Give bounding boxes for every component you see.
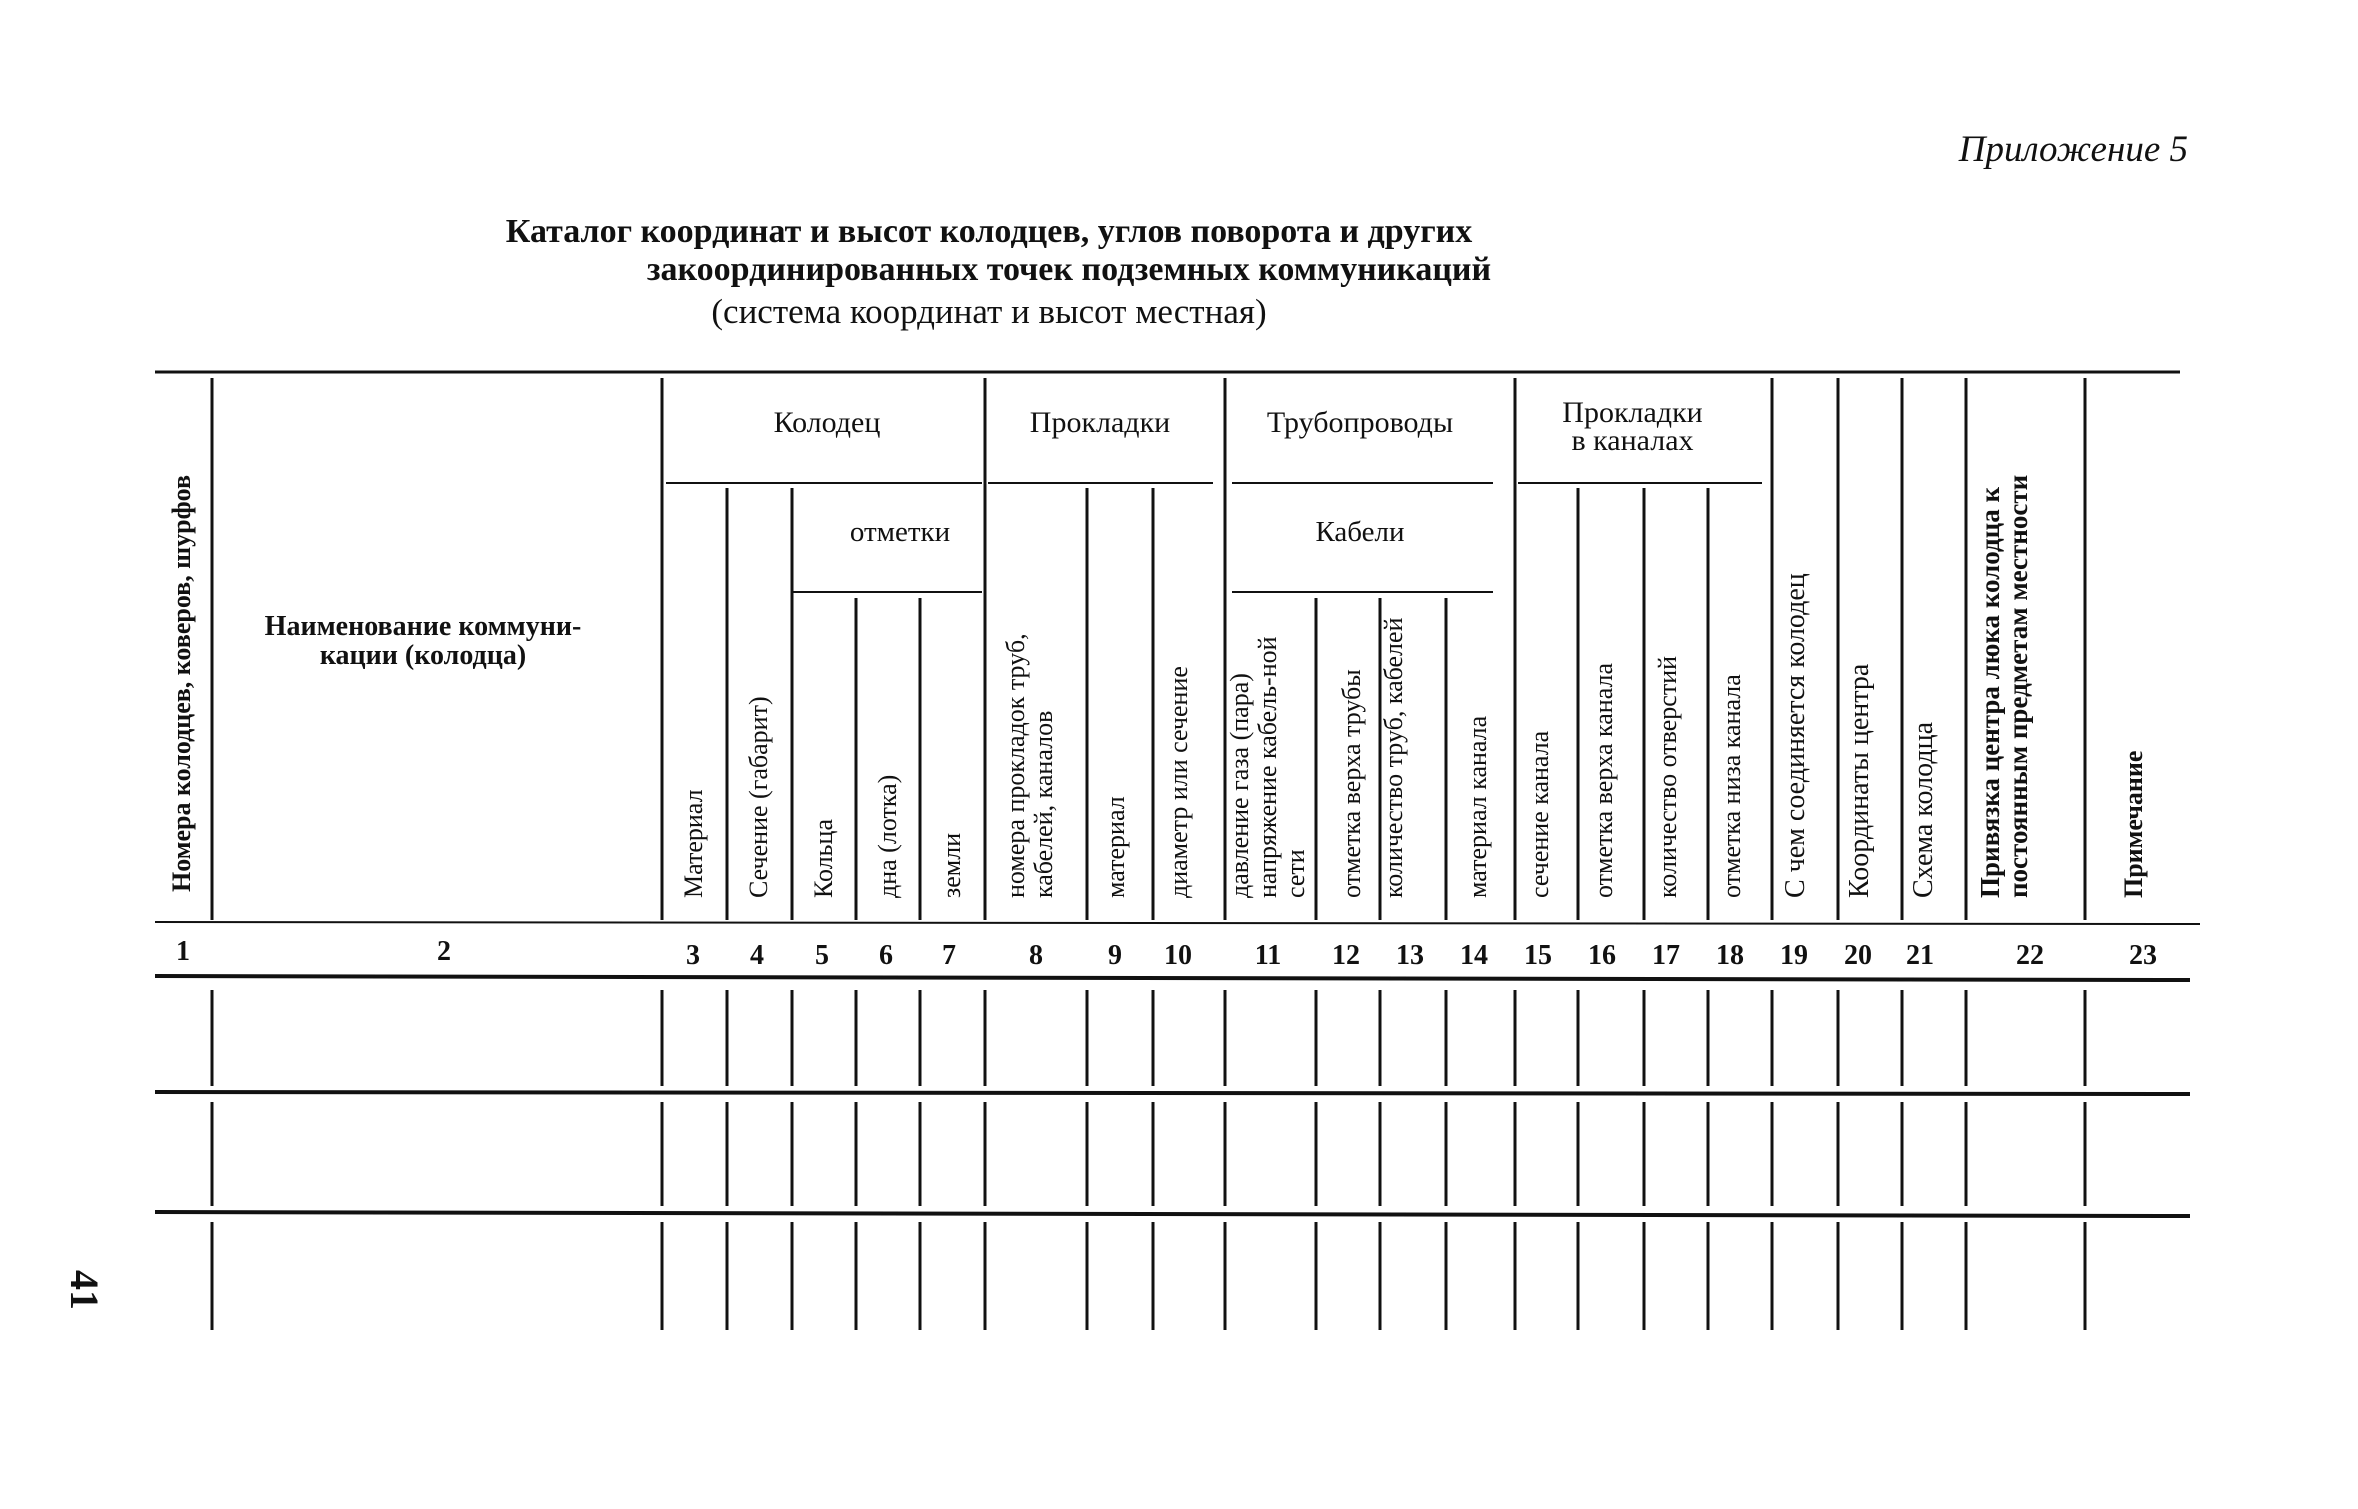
column-header-18: отметка низа канала — [1717, 674, 1746, 898]
group-header-cables: Кабели — [1315, 516, 1405, 548]
column-number-2: 2 — [437, 936, 451, 967]
column-header-20: Координаты центра — [1844, 663, 1875, 898]
column-number-3: 3 — [686, 940, 700, 971]
column-number-14: 14 — [1460, 940, 1488, 971]
column-number-7: 7 — [942, 940, 956, 971]
column-number-17: 17 — [1652, 940, 1680, 971]
column-header-1: Номера колодцев, коверов, шурфов — [167, 474, 196, 892]
column-header-22: Привязка центра люка колодца к постоянным предметам местности — [1975, 474, 2033, 898]
column-header-14: материал канала — [1463, 715, 1492, 898]
column-number-16: 16 — [1588, 940, 1616, 971]
group-header-marks: отметки — [849, 516, 951, 548]
column-header-15: сечение канала — [1525, 730, 1554, 898]
column-number-15: 15 — [1524, 940, 1552, 971]
number-row-rule — [155, 976, 2190, 980]
column-header-19: С чем соединяется колодец — [1780, 573, 1811, 898]
column-number-8: 8 — [1029, 940, 1043, 971]
column-header-17: количество отверстий — [1653, 655, 1682, 898]
column-number-12: 12 — [1332, 940, 1360, 971]
column-number-6: 6 — [879, 940, 893, 971]
column-header-12: отметка верха трубы — [1337, 669, 1366, 898]
column-header-11: давление газа (пара) напряжение кабель-ной сети — [1225, 636, 1310, 898]
column-header-10: диаметр или сечение — [1164, 666, 1193, 898]
document-title-line-1: Каталог координат и высот колодцев, углов поворота и других — [505, 213, 1473, 250]
header-bottom-rule — [155, 922, 2200, 924]
page-number: 41 — [62, 1270, 107, 1310]
column-header-23: Примечание — [2119, 750, 2148, 898]
column-number-21: 21 — [1906, 940, 1934, 971]
column-number-18: 18 — [1716, 940, 1744, 971]
column-number-1: 1 — [176, 936, 190, 967]
group-header-channels-line-2: в каналах — [1571, 424, 1694, 457]
appendix-label: Приложение 5 — [1958, 129, 2188, 170]
group-header-layings: Прокладки — [1029, 406, 1171, 439]
column-header-7: земли — [937, 832, 966, 898]
column-header-13: количество труб, кабелей — [1379, 617, 1408, 898]
column-header-6: дна (лотка) — [873, 774, 902, 898]
group-header-channels-line-1: Прокладки — [1562, 396, 1703, 429]
column-number-23: 23 — [2129, 940, 2157, 971]
document-subtitle: (система координат и высот местная) — [711, 292, 1267, 331]
column-header-16: отметка верха канала — [1589, 663, 1618, 898]
group-header-pipelines: Трубопроводы — [1266, 406, 1454, 439]
column-number-13: 13 — [1396, 940, 1424, 971]
column-number-9: 9 — [1108, 940, 1122, 971]
column-header-3: Материал — [679, 789, 708, 898]
column-number-10: 10 — [1164, 940, 1192, 971]
column-number-11: 11 — [1254, 940, 1282, 971]
column-number-20: 20 — [1844, 940, 1872, 971]
row-rule — [155, 1092, 2190, 1094]
column-number-4: 4 — [750, 940, 764, 971]
column-header-4: Сечение (габарит) — [744, 696, 773, 898]
column-header-21: Схема колодца — [1908, 722, 1939, 898]
column-header-5: Кольца — [809, 819, 838, 898]
column-header-8: номера прокладок труб, кабелей, каналов — [1001, 633, 1058, 898]
column-number-22: 22 — [2016, 940, 2044, 971]
column-header-2: Наименование коммуни-кации (колодца) — [264, 611, 582, 671]
document-title-line-2: закоординированных точек подземных коммуникаций — [646, 251, 1492, 288]
column-header-9: материал — [1101, 796, 1130, 898]
group-header-well: Колодец — [773, 406, 881, 439]
row-rule — [155, 1212, 2190, 1216]
column-number-19: 19 — [1780, 940, 1808, 971]
column-number-5: 5 — [815, 940, 829, 971]
